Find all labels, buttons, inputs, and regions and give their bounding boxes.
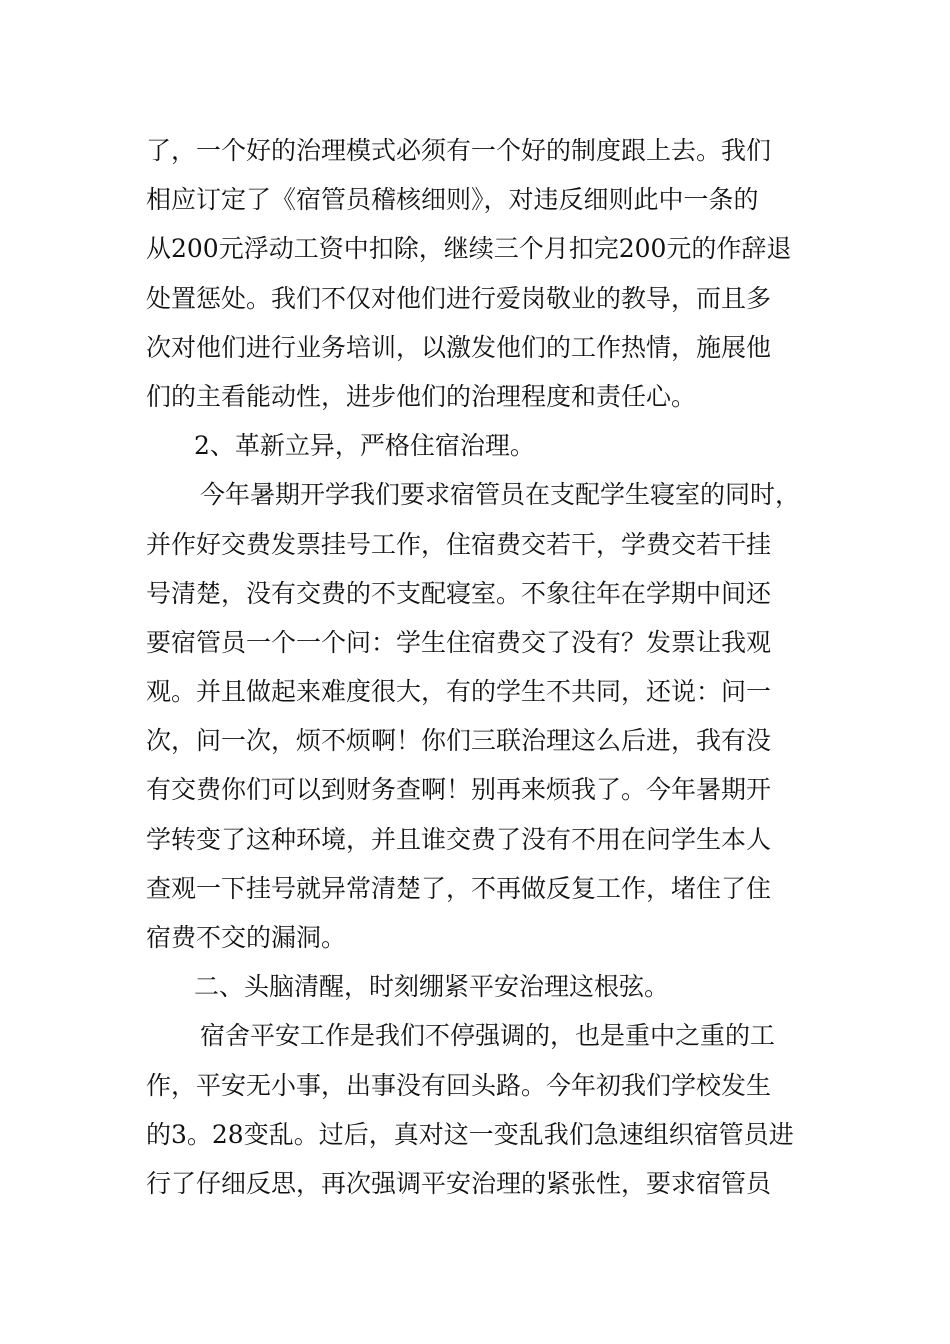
- text-line: 要宿管员一个一个问：学生住宿费交了没有？发票让我观: [146, 627, 772, 657]
- text-line: 今年暑期开学我们要求宿管员在支配学生寝室的同时，: [200, 480, 801, 510]
- text-line: 次，问一次，烦不烦啊！你们三联治理这么后进，我有没: [146, 726, 772, 756]
- text-line: 相应订定了《宿管员稽核细则》，对违反细则此中一条的: [146, 185, 759, 215]
- text-line: 观。并且做起来难度很大，有的学生不共同，还说：问一: [146, 677, 772, 707]
- text-line: 们的主看能动性，进步他们的治理程度和责任心。: [146, 381, 697, 411]
- text-line: 有交费你们可以到财务查啊！别再来烦我了。今年暑期开: [146, 775, 772, 805]
- text-line: 处置惩处。我们不仅对他们进行爱岗敬业的教导，而且多: [146, 283, 772, 313]
- text-line: 了，一个好的治理模式必须有一个好的制度跟上去。我们: [146, 136, 772, 165]
- text-line: 行了仔细反思，再次强调平安治理的紧张性，要求宿管员: [146, 1168, 772, 1198]
- text-line: 从200元浮动工资中扣除，继续三个月扣完200元的作辞退: [146, 234, 792, 264]
- text-line: 并作好交费发票挂号工作，住宿费交若干，学费交若干挂: [146, 529, 772, 559]
- text-line: 宿费不交的漏洞。: [146, 923, 347, 952]
- document-body: [146, 126, 816, 1208]
- text-line: 号清楚，没有交费的不支配寝室。不象往年在学期中间还: [146, 578, 772, 608]
- text-line: 学转变了这种环境，并且谁交费了没有不用在问学生本人: [146, 824, 772, 854]
- text-line: 次对他们进行业务培训，以激发他们的工作热情，施展他: [146, 332, 772, 362]
- text-line: 二、头脑清醒，时刻绷紧平安治理这根弦。: [194, 972, 670, 1002]
- text-line: 查观一下挂号就异常清楚了，不再做反复工作，堵住了住: [146, 873, 772, 903]
- text-line: 宿舍平安工作是我们不停强调的，也是重中之重的工: [200, 1021, 776, 1051]
- text-line: 的3。28变乱。过后，真对这一变乱我们急速组织宿管员进: [146, 1119, 794, 1149]
- text-line: 2、革新立异，严格住宿治理。: [194, 431, 535, 461]
- text-line: 作，平安无小事，出事没有回头路。今年初我们学校发生: [146, 1070, 772, 1100]
